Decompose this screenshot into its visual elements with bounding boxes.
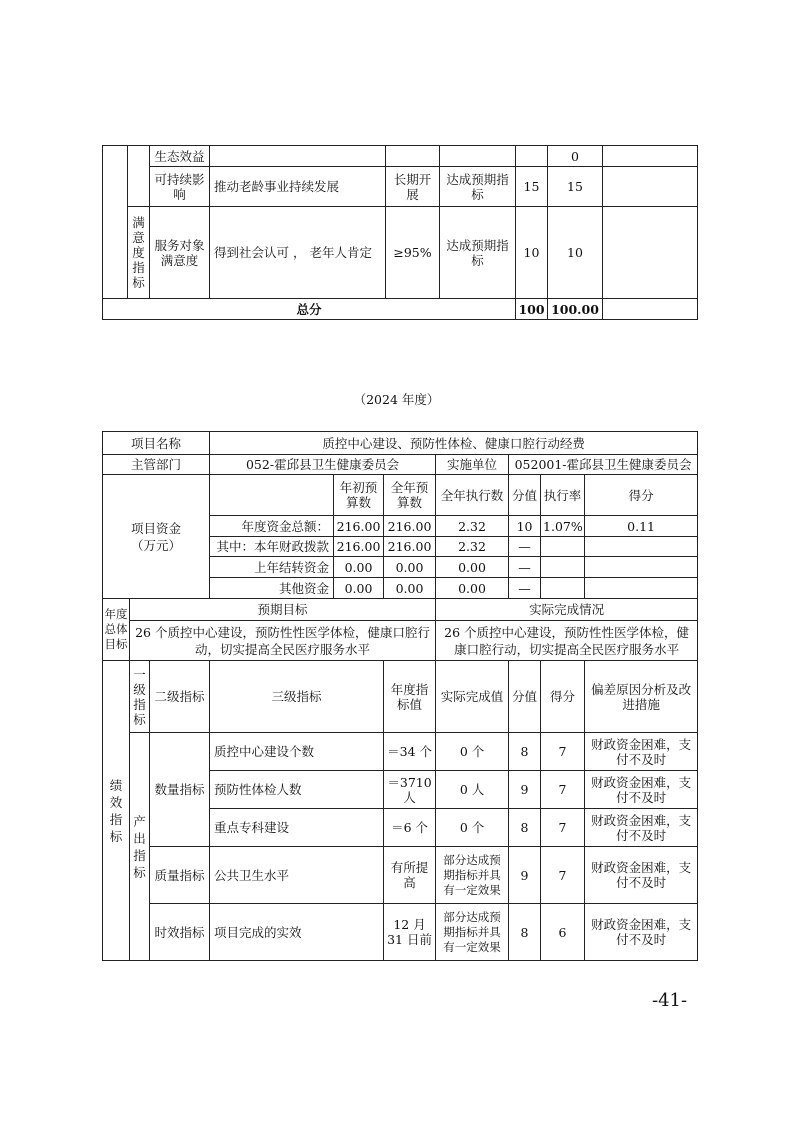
actual-cell: 达成预期指标 <box>440 167 516 207</box>
reason-cell: 财政资金困难，支付不及时 <box>585 847 698 904</box>
weight-cell: 9 <box>509 847 541 904</box>
weight-cell: 8 <box>509 809 541 847</box>
target-cell: ＝34 个 <box>384 733 436 771</box>
funds-annual: 0.00 <box>384 557 436 578</box>
funds-initial: 0.00 <box>334 578 384 599</box>
level3-cell: 项目完成的实效 <box>210 904 384 961</box>
funds-row-label: 年度资金总额： <box>210 516 334 537</box>
funds-rate <box>541 578 585 599</box>
header-level2: 二级指标 <box>150 661 210 733</box>
row-label: 生态效益 <box>150 146 210 167</box>
weight-cell: 15 <box>516 167 548 207</box>
funds-executed: 0.00 <box>436 557 509 578</box>
funds-annual: 0.00 <box>384 578 436 599</box>
target-cell: ＝6 个 <box>384 809 436 847</box>
funds-initial: 216.00 <box>334 537 384 557</box>
funds-initial: 216.00 <box>334 516 384 537</box>
funds-score <box>585 557 698 578</box>
header-initial: 年初预算数 <box>334 475 384 516</box>
header-level3: 三级指标 <box>210 661 384 733</box>
actual-cell: 达成预期指标 <box>440 207 516 299</box>
blank-cell <box>128 146 150 207</box>
score-cell: 7 <box>541 733 585 771</box>
indicator-cell: 得到社会认可 ， 老年人肯定 <box>210 207 386 299</box>
actual-cell: 0 人 <box>436 771 509 809</box>
score-cell: 7 <box>541 847 585 904</box>
total-score: 100.00 <box>548 299 603 320</box>
funds-label: 项目资金（万元） <box>103 475 210 599</box>
funds-executed: 0.00 <box>436 578 509 599</box>
funds-rate: 1.07% <box>541 516 585 537</box>
perf-indicator-label: 绩效指标 <box>103 661 130 961</box>
total-label: 总分 <box>103 299 516 320</box>
header-level1: 一级指标 <box>130 661 150 733</box>
score-cell: 7 <box>541 771 585 809</box>
target-cell: 长期开展 <box>386 167 440 207</box>
funds-row-label: 其他资金 <box>210 578 334 599</box>
funds-score <box>585 578 698 599</box>
project-name: 质控中心建设、预防性体检、健康口腔行动经费 <box>210 432 698 455</box>
header-actual: 实际完成值 <box>436 661 509 733</box>
actual-result-header: 实际完成情况 <box>436 599 698 621</box>
reason-cell: 财政资金困难，支付不及时 <box>585 809 698 847</box>
header-score: 得分 <box>541 661 585 733</box>
actual-cell: 部分达成预期指标并具有一定效果 <box>436 904 509 961</box>
funds-annual: 216.00 <box>384 537 436 557</box>
total-weight: 100 <box>516 299 548 320</box>
dept-value: 052-霍邱县卫生健康委员会 <box>210 455 436 475</box>
funds-score: 0.11 <box>585 516 698 537</box>
funds-annual: 216.00 <box>384 516 436 537</box>
level2-cell: 质量指标 <box>150 847 210 904</box>
score-cell: 10 <box>548 207 603 299</box>
funds-weight: — <box>509 578 541 599</box>
score-cell: 6 <box>541 904 585 961</box>
funds-initial: 0.00 <box>334 557 384 578</box>
actual-result-text: 26 个质控中心建设，预防性性医学体检，健康口腔行动，切实提高全民医疗服务水平 <box>436 621 698 661</box>
funds-executed: 2.32 <box>436 516 509 537</box>
actual-cell: 0 个 <box>436 809 509 847</box>
score-cell: 15 <box>548 167 603 207</box>
header-target: 年度指标值 <box>384 661 436 733</box>
output-indicator-label: 产出指标 <box>130 733 150 961</box>
indicator-cell: 推动老龄事业持续发展 <box>210 167 386 207</box>
target-cell: 12 月 31 日前 <box>384 904 436 961</box>
weight-cell: 10 <box>516 207 548 299</box>
funds-weight: 10 <box>509 516 541 537</box>
header-executed: 全年执行数 <box>436 475 509 516</box>
header-reason: 偏差原因分析及改进措施 <box>585 661 698 733</box>
weight-cell: 8 <box>509 733 541 771</box>
expected-goal-text: 26 个质控中心建设，预防性性医学体检，健康口腔行动，切实提高全民医疗服务水平 <box>130 621 436 661</box>
actual-cell: 部分达成预期指标并具有一定效果 <box>436 847 509 904</box>
target-cell: 有所提高 <box>384 847 436 904</box>
score-cell: 7 <box>541 809 585 847</box>
weight-cell: 8 <box>509 904 541 961</box>
header-score: 得分 <box>585 475 698 516</box>
funds-rate <box>541 537 585 557</box>
row-label: 服务对象满意度 <box>150 207 210 299</box>
level3-cell: 重点专科建设 <box>210 809 384 847</box>
level3-cell: 公共卫生水平 <box>210 847 384 904</box>
funds-row-label: 上年结转资金 <box>210 557 334 578</box>
blank-cell <box>103 146 128 299</box>
expected-goal-header: 预期目标 <box>130 599 436 621</box>
weight-cell: 9 <box>509 771 541 809</box>
project-name-label: 项目名称 <box>103 432 210 455</box>
level2-cell: 时效指标 <box>150 904 210 961</box>
performance-table-2024 <box>102 431 698 961</box>
actual-cell: 0 个 <box>436 733 509 771</box>
funds-rate <box>541 557 585 578</box>
reason-cell: 财政资金困难，支付不及时 <box>585 904 698 961</box>
group-label: 满意度指标 <box>128 207 150 299</box>
target-cell: ≥95% <box>386 207 440 299</box>
annual-goal-label: 年度总体目标 <box>103 599 130 661</box>
header-weight: 分值 <box>509 475 541 516</box>
target-cell: ＝3710 人 <box>384 771 436 809</box>
reason-cell: 财政资金困难，支付不及时 <box>585 733 698 771</box>
year-caption: （2024 年度） <box>353 392 440 407</box>
page-number: -41- <box>652 990 688 1011</box>
funds-score <box>585 537 698 557</box>
funds-executed: 2.32 <box>436 537 509 557</box>
funds-weight: — <box>509 557 541 578</box>
level3-cell: 预防性体检人数 <box>210 771 384 809</box>
funds-weight: — <box>509 537 541 557</box>
header-weight: 分值 <box>509 661 541 733</box>
unit-label: 实施单位 <box>436 455 509 475</box>
unit-value: 052001-霍邱县卫生健康委员会 <box>509 455 698 475</box>
funds-row-label: 其中：本年财政拨款 <box>210 537 334 557</box>
reason-cell: 财政资金困难，支付不及时 <box>585 771 698 809</box>
header-annual: 全年预算数 <box>384 475 436 516</box>
level3-cell: 质控中心建设个数 <box>210 733 384 771</box>
performance-table-continued <box>102 145 698 320</box>
header-rate: 执行率 <box>541 475 585 516</box>
dept-label: 主管部门 <box>103 455 210 475</box>
score-cell: 0 <box>548 146 603 167</box>
row-label: 可持续影响 <box>150 167 210 207</box>
level2-cell: 数量指标 <box>150 733 210 847</box>
